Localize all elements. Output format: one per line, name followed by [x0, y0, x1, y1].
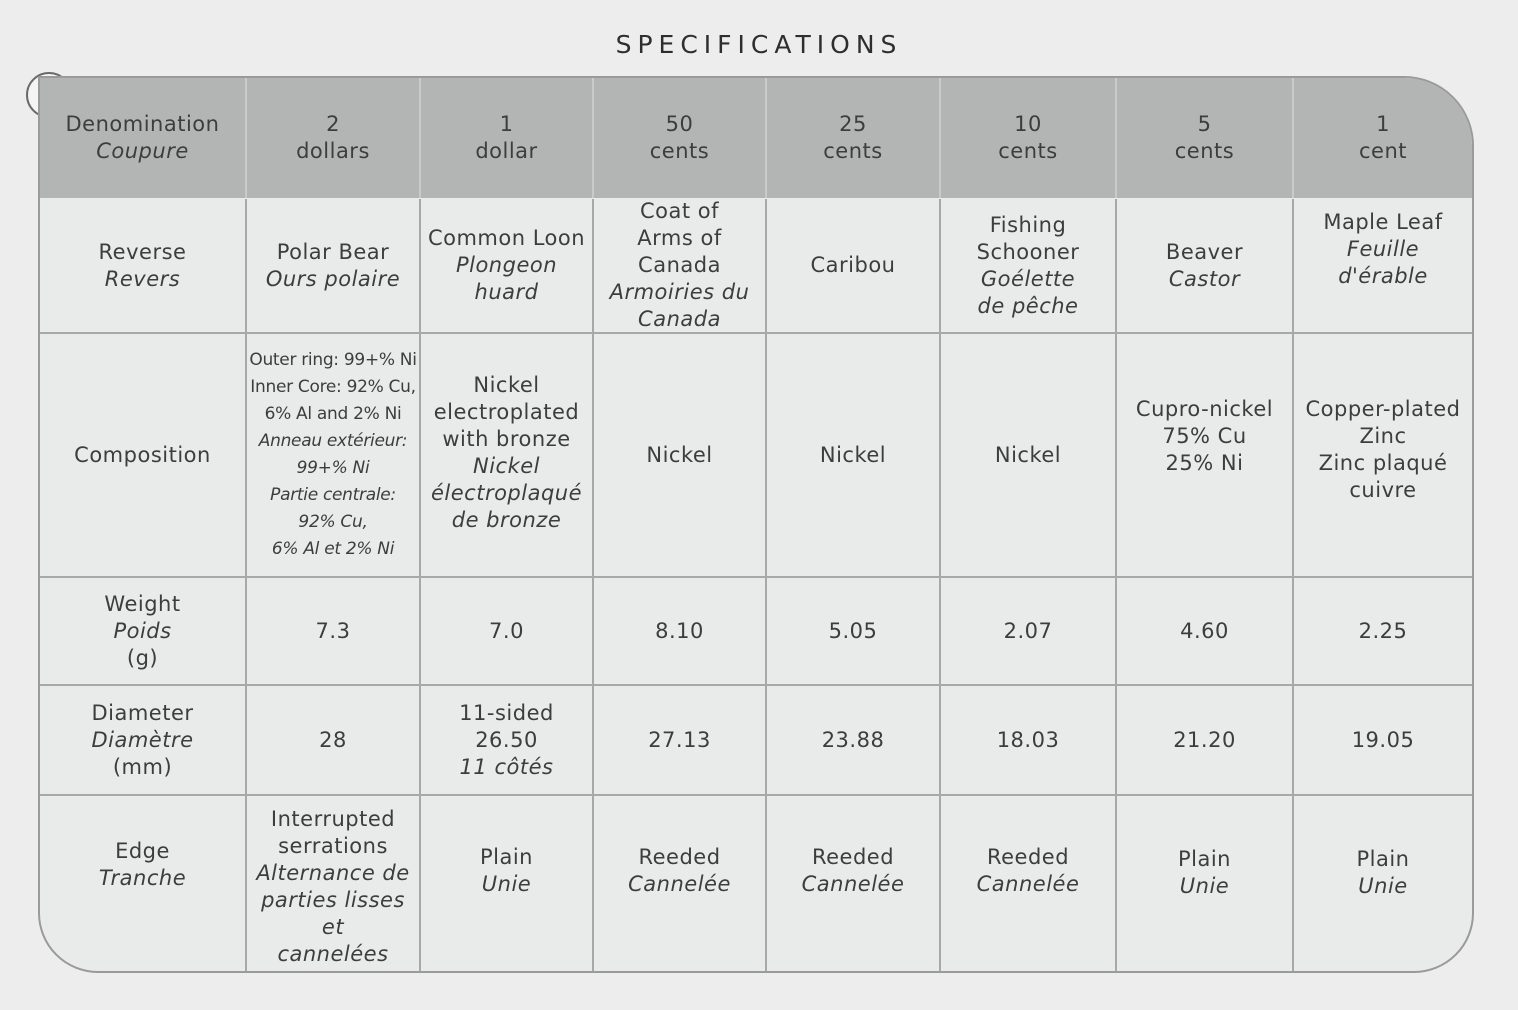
- weight-value: 5.05: [765, 578, 939, 684]
- composition-line: Nickel: [473, 373, 540, 397]
- diameter-value: 19.05: [1292, 686, 1472, 794]
- diameter-unit: (mm): [112, 754, 173, 779]
- edge-fr: Cannelée: [801, 872, 905, 896]
- reverse-fr: Plongeon huard: [455, 253, 558, 304]
- weight-label: [40, 578, 245, 684]
- reverse-cell: [1115, 199, 1292, 332]
- denomination-label: [40, 78, 245, 198]
- edge-en: Reeded: [811, 845, 895, 869]
- edge-cell: [419, 796, 592, 971]
- composition-label: Composition: [74, 442, 211, 467]
- weight-value: 8.10: [592, 578, 765, 684]
- denomination-cell: [419, 78, 592, 198]
- reverse-en: Beaver: [1165, 239, 1244, 264]
- edge-line: parties lisses et: [261, 888, 405, 939]
- page-title: SPECIFICATIONS: [615, 30, 903, 59]
- weight-label-en: Weight: [104, 591, 181, 616]
- edge-line: Alternance de: [256, 861, 410, 885]
- reverse-label-fr: Revers: [104, 266, 181, 291]
- composition-line: de bronze: [451, 508, 562, 532]
- denomination-number: 50: [665, 112, 694, 136]
- diameter-value: 28: [245, 686, 419, 794]
- denomination-unit: cents: [823, 139, 883, 163]
- edge-en: Reeded: [638, 845, 721, 869]
- composition-line: cuivre: [1349, 478, 1417, 502]
- edge-fr: Cannelée: [628, 872, 731, 896]
- edge-en: Plain: [479, 845, 533, 869]
- weight-unit: (g): [126, 645, 159, 670]
- composition-line: 99+% Ni: [296, 458, 370, 478]
- reverse-en: Fishing Schooner: [976, 212, 1080, 264]
- edge-fr: Cannelée: [976, 872, 1080, 896]
- edge-row: [40, 796, 1472, 971]
- denomination-number: 1: [499, 112, 514, 136]
- denomination-unit: dollars: [296, 139, 370, 163]
- weight-value: 7.0: [419, 578, 592, 684]
- diameter-cell: [419, 686, 592, 794]
- denomination-row: [40, 78, 1472, 198]
- denomination-unit: cents: [998, 139, 1058, 163]
- edge-label: [40, 796, 245, 971]
- reverse-fr: Ours polaire: [265, 266, 401, 291]
- composition-cell: [1292, 334, 1472, 576]
- diameter-value: 21.20: [1115, 686, 1292, 794]
- denomination-cell: [1292, 78, 1472, 198]
- composition-line: 6% Al et 2% Ni: [271, 539, 395, 559]
- diameter-value: 26.50: [475, 727, 538, 752]
- composition-cell: [245, 334, 419, 576]
- denomination-label-fr: Coupure: [96, 139, 189, 163]
- edge-cell: [939, 796, 1115, 971]
- edge-fr: Unie: [481, 872, 532, 896]
- diameter-label: [40, 686, 245, 794]
- weight-value: 2.25: [1292, 578, 1472, 684]
- diameter-value: 27.13: [592, 686, 765, 794]
- reverse-en: Maple Leaf: [1323, 210, 1443, 234]
- edge-label-en: Edge: [115, 839, 170, 863]
- composition-cell: Nickel: [939, 334, 1115, 576]
- composition-cell: Nickel: [592, 334, 765, 576]
- composition-row: [40, 334, 1472, 576]
- reverse-cell: [592, 199, 765, 332]
- edge-en: Plain: [1356, 847, 1410, 871]
- denomination-cell: [939, 78, 1115, 198]
- denomination-unit: cent: [1358, 139, 1407, 163]
- diameter-note: 11-sided: [459, 700, 554, 725]
- denomination-number: 25: [839, 112, 867, 136]
- composition-line: Anneau extérieur:: [258, 431, 408, 451]
- edge-en: Reeded: [986, 845, 1070, 869]
- denomination-cell: [1115, 78, 1292, 198]
- composition-line: électroplaqué: [430, 481, 583, 505]
- edge-cell: [245, 796, 419, 971]
- denomination-unit: cents: [1174, 139, 1235, 163]
- diameter-value: 23.88: [765, 686, 939, 794]
- denomination-number: 2: [326, 112, 340, 136]
- denomination-number: 10: [1014, 112, 1042, 136]
- denomination-number: 5: [1197, 112, 1212, 136]
- diameter-label-fr: Diamètre: [91, 727, 194, 752]
- composition-line: 25% Ni: [1165, 451, 1244, 475]
- reverse-en: Polar Bear: [276, 239, 390, 264]
- reverse-fr: Castor: [1168, 266, 1241, 291]
- reverse-en: Caribou: [810, 253, 896, 277]
- composition-line: Zinc plaqué: [1318, 451, 1448, 475]
- reverse-row: [40, 199, 1472, 332]
- reverse-en: Coat of Arms of Canada: [637, 199, 722, 277]
- diameter-label-en: Diameter: [91, 700, 194, 725]
- weight-value: 4.60: [1115, 578, 1292, 684]
- edge-line: Interrupted: [270, 807, 396, 831]
- reverse-cell: [765, 199, 939, 332]
- reverse-en: Common Loon: [427, 226, 586, 250]
- edge-cell: [1292, 796, 1472, 971]
- reverse-fr: Armoiries du Canada: [609, 280, 750, 331]
- edge-line: cannelées: [277, 942, 389, 966]
- composition-line: 92% Cu,: [298, 512, 368, 532]
- composition-cell: [1115, 334, 1292, 576]
- composition-line: Partie centrale:: [270, 485, 396, 505]
- composition-line: electroplated: [433, 400, 580, 424]
- composition-line: Nickel: [472, 454, 540, 478]
- denomination-unit: cents: [649, 139, 710, 163]
- reverse-label-en: Reverse: [98, 239, 187, 264]
- composition-line: 75% Cu: [1162, 424, 1247, 448]
- edge-label-fr: Tranche: [98, 866, 187, 890]
- denomination-cell: [245, 78, 419, 198]
- reverse-cell: [419, 199, 592, 332]
- composition-line: Cupro-nickel: [1135, 397, 1274, 421]
- reverse-cell: [939, 199, 1115, 332]
- reverse-fr: Goélette de pêche: [977, 266, 1079, 318]
- edge-fr: Unie: [1358, 874, 1408, 898]
- denomination-cell: [765, 78, 939, 198]
- reverse-label: [40, 199, 245, 332]
- weight-row: [40, 578, 1472, 684]
- composition-line: Outer ring: 99+% Ni: [249, 350, 417, 370]
- reverse-cell: [1292, 199, 1472, 332]
- edge-cell: [592, 796, 765, 971]
- composition-cell: Nickel: [765, 334, 939, 576]
- composition-line: Copper-plated: [1305, 397, 1461, 421]
- composition-line: with bronze: [442, 427, 571, 451]
- weight-value: 7.3: [245, 578, 419, 684]
- composition-line: Zinc: [1359, 424, 1407, 448]
- denomination-unit: dollar: [475, 139, 538, 163]
- reverse-cell: [245, 199, 419, 332]
- composition-line: 6% Al and 2% Ni: [264, 404, 402, 424]
- edge-cell: [765, 796, 939, 971]
- weight-value: 2.07: [939, 578, 1115, 684]
- specifications-table: [38, 76, 1474, 973]
- edge-cell: [1115, 796, 1292, 971]
- diameter-note: 11 côtés: [459, 754, 554, 779]
- edge-line: serrations: [278, 834, 388, 858]
- composition-line: Inner Core: 92% Cu,: [250, 377, 416, 397]
- edge-fr: Unie: [1179, 874, 1230, 898]
- composition-cell: [419, 334, 592, 576]
- diameter-row: [40, 686, 1472, 794]
- edge-en: Plain: [1177, 847, 1231, 871]
- weight-label-fr: Poids: [113, 618, 172, 643]
- denomination-number: 1: [1376, 112, 1390, 136]
- denomination-label-en: Denomination: [65, 112, 220, 136]
- denomination-cell: [592, 78, 765, 198]
- diameter-value: 18.03: [939, 686, 1115, 794]
- reverse-fr: Feuille d'érable: [1338, 237, 1428, 288]
